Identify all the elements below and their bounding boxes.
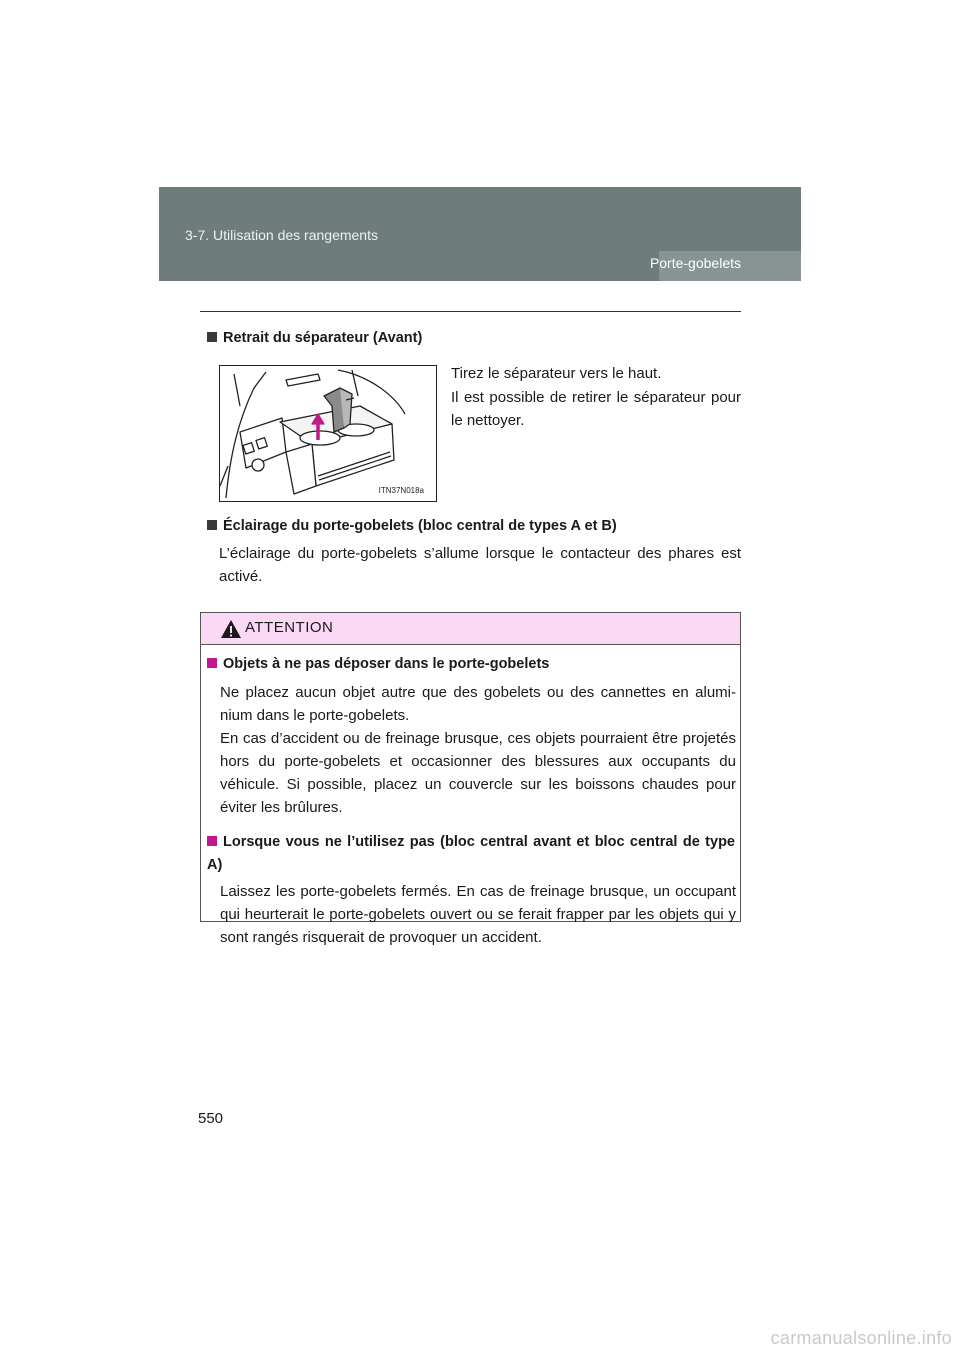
section-heading-separator: Retrait du séparateur (Avant) <box>207 330 422 346</box>
header-band <box>159 187 801 281</box>
warning-item-heading-unused: Lorsque vous ne l’utilisez pas (bloc central avant et bloc central de type A) <box>207 834 735 873</box>
section-title: 3-7. Utilisation des rangements <box>185 227 378 243</box>
warning-title: ATTENTION <box>245 619 334 636</box>
warning-text-objects-2: En cas d’accident ou de freinage brusque, ces objets pourraient être projetés hors du porte-gobelets et occasionner des blessures aux occupants du véhicule. Si possible, placez un couvercle sur les boissons chaudes pour éviter les brûlures. <box>220 730 736 816</box>
cup-holder-drawing <box>220 366 436 501</box>
warning-triangle-icon <box>220 619 242 639</box>
paragraph-pull-up: Tirez le séparateur vers le haut. <box>451 365 662 382</box>
page-number: 550 <box>198 1110 224 1127</box>
paragraph-lighting: L’éclairage du porte-gobelets s’allume lorsque le contacteur des phares est activé. <box>219 545 741 585</box>
section-heading-lighting: Éclairage du porte-gobelets (bloc central de types A et B) <box>207 518 617 534</box>
square-bullet-icon <box>207 658 217 668</box>
square-bullet-icon <box>207 836 217 846</box>
warning-text-unused-body: Laissez les porte-gobelets fermés. En cas de freinage brusque, un occupant qui heurterait le porte-gobelets ouvert ou se ferait frapper par les objets qui y sont rangés risquerait de provoquer un accident. <box>220 883 736 946</box>
square-bullet-icon <box>207 520 217 530</box>
figure-code: ITN37N018a <box>378 486 424 495</box>
square-bullet-icon <box>207 332 217 342</box>
warning-header <box>201 613 740 645</box>
paragraph-remove-clean: Il est possible de retirer le séparateur pour le nettoyer. <box>451 389 741 429</box>
warning-item-heading-objects: Objets à ne pas déposer dans le porte-gobelets <box>207 656 549 672</box>
warning-text-objects-1: Ne placez aucun objet autre que des gobelets ou des cannettes en aluminium dans le porte-gobelets. <box>220 684 736 724</box>
top-rule <box>200 311 741 312</box>
separator-illustration <box>219 365 437 502</box>
warning-box <box>200 612 741 946</box>
header-tab-label: Porte-gobelets <box>649 255 741 271</box>
watermark: carmanualsonline.info <box>770 1328 952 1348</box>
